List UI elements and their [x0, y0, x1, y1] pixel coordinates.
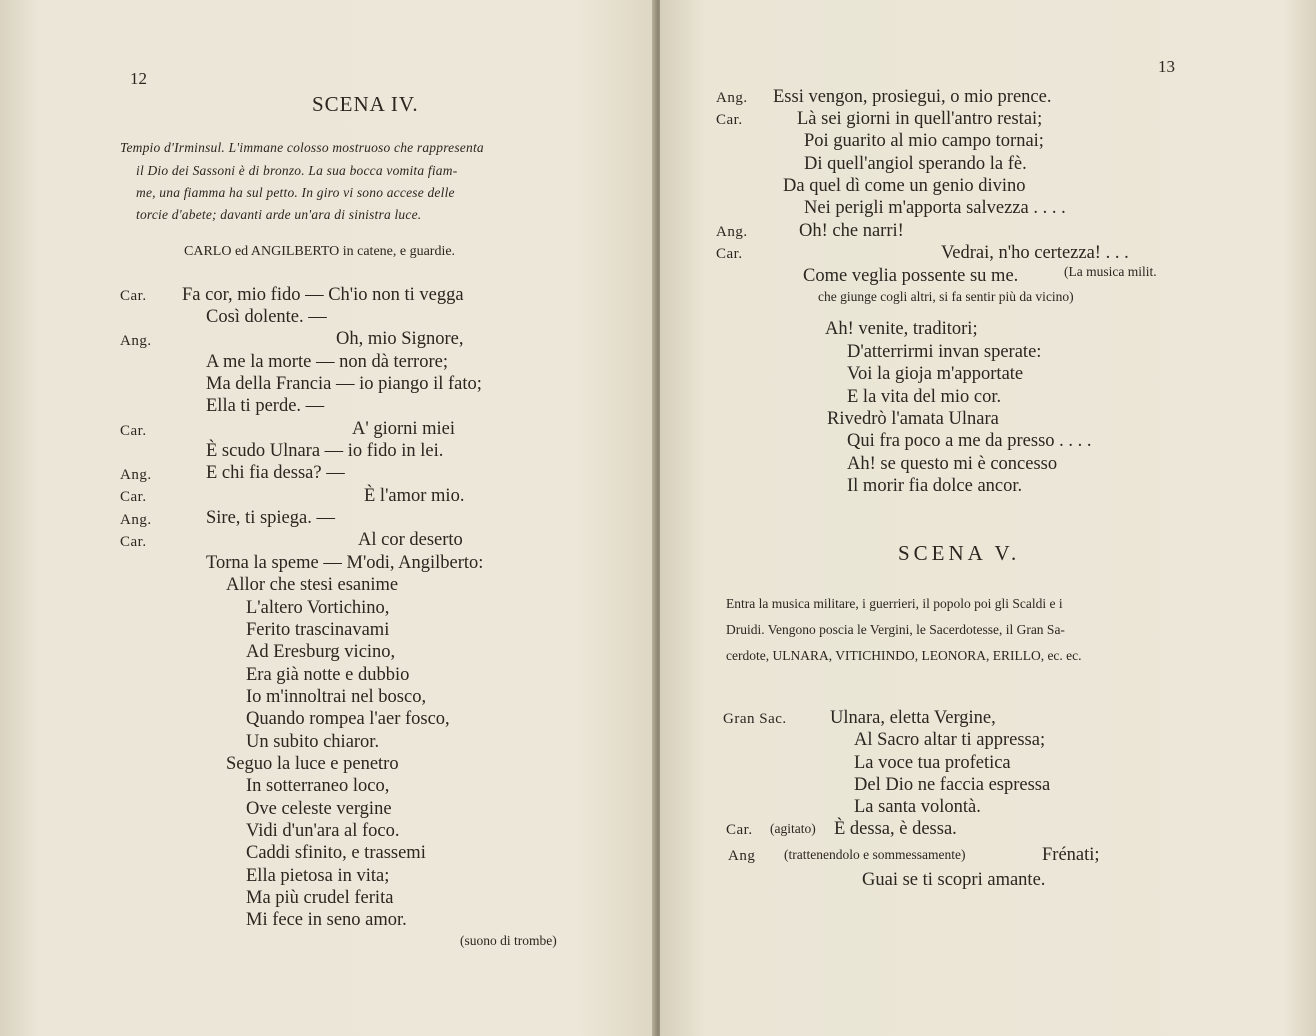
- verse-line: Ah! se questo mi è concesso: [847, 454, 1058, 474]
- verse-line: La voce tua profetica: [854, 753, 1011, 773]
- verse-line: Guai se ti scopri amante.: [862, 870, 1046, 890]
- verse-line: Era già notte e dubbio: [246, 665, 410, 685]
- verse-line: Frénati;: [1042, 845, 1100, 865]
- verse-line: Del Dio ne faccia espressa: [854, 775, 1051, 795]
- verse-line: La santa volontà.: [854, 797, 981, 817]
- verse-line: Ella pietosa in vita;: [246, 866, 390, 886]
- verse-line: Mi fece in seno amor.: [246, 910, 407, 930]
- verse-line: D'atterrirmi invan sperate:: [847, 342, 1042, 362]
- scene-description-line: cerdote, ULNARA, VITICHINDO, LEONORA, ERILLO, ec. ec.: [726, 648, 1082, 663]
- scene-description-line: me, una fiamma ha sul petto. In giro vi sono accese delle: [136, 185, 455, 200]
- verse-line: In sotterraneo loco,: [246, 776, 390, 796]
- verse-line: Essi vengon, prosiegui, o mio prence.: [773, 87, 1052, 107]
- scene-description-line: torcie d'abete; davanti arde un'ara di sinistra luce.: [136, 207, 422, 222]
- verse-line: È scudo Ulnara — io fido in lei.: [206, 441, 444, 461]
- verse-line: Al Sacro altar ti appressa;: [854, 730, 1046, 750]
- verse-line: Vedrai, n'ho certezza! . . .: [941, 243, 1129, 263]
- verse-line: Là sei giorni in quell'antro restai;: [797, 109, 1043, 129]
- verse-line: Da quel dì come un genio divino: [783, 176, 1026, 196]
- verse-line: Ove celeste vergine: [246, 799, 392, 819]
- stage-direction: (trattenendolo e sommessamente): [784, 847, 966, 862]
- speaker-label: Ang.: [120, 467, 152, 483]
- verse-line: Torna la speme — M'odi, Angilberto:: [206, 553, 484, 573]
- verse-line: Seguo la luce e penetro: [226, 754, 399, 774]
- right-page: [660, 0, 1316, 1036]
- verse-line: Al cor deserto: [358, 530, 463, 550]
- speaker-label: Ang: [728, 848, 756, 864]
- verse-line: Un subito chiaror.: [246, 732, 380, 752]
- verse-line: Poi guarito al mio campo tornai;: [804, 131, 1044, 151]
- scene-description-line: il Dio dei Sassoni è di bronzo. La sua bocca vomita fiam-: [136, 163, 458, 178]
- speaker-label: Car.: [120, 534, 147, 550]
- verse-line: Caddi sfinito, e trassemi: [246, 843, 426, 863]
- verse-line: Allor che stesi esanime: [226, 575, 399, 595]
- stage-direction: (suono di trombe): [460, 933, 557, 948]
- scene-description-line: Druidi. Vengono poscia le Vergini, le Sacerdotesse, il Gran Sa-: [726, 622, 1065, 637]
- speaker-label: Ang.: [716, 90, 748, 106]
- verse-line: Di quell'angiol sperando la fè.: [804, 154, 1027, 174]
- verse-line: È dessa, è dessa.: [834, 819, 957, 839]
- verse-line: Ulnara, eletta Vergine,: [830, 708, 996, 728]
- page-number: 12: [130, 69, 147, 88]
- verse-line: Oh! che narri!: [799, 221, 904, 241]
- verse-line: Qui fra poco a me da presso . . . .: [847, 431, 1092, 451]
- verse-line: Oh, mio Signore,: [336, 329, 464, 349]
- speaker-label: Ang.: [716, 224, 748, 240]
- page-number: 13: [1158, 57, 1175, 76]
- verse-line: Così dolente. —: [206, 307, 327, 327]
- verse-line: L'altero Vortichino,: [246, 598, 390, 618]
- verse-line: Vidi d'un'ara al foco.: [246, 821, 400, 841]
- speaker-label: Car.: [716, 246, 743, 262]
- verse-line: Come veglia possente su me.: [803, 266, 1019, 286]
- speaker-label: Car.: [726, 822, 753, 838]
- speaker-label: Car.: [716, 112, 743, 128]
- speaker-label: Car.: [120, 288, 147, 304]
- verse-line: Ma della Francia — io piango il fato;: [206, 374, 482, 394]
- verse-line: E chi fia dessa? —: [206, 463, 345, 483]
- verse-line: Ferito trascinavami: [246, 620, 390, 640]
- verse-line: Rivedrò l'amata Ulnara: [827, 409, 999, 429]
- verse-line: Quando rompea l'aer fosco,: [246, 709, 450, 729]
- verse-line: È l'amor mio.: [364, 486, 465, 506]
- stage-direction: (agitato): [770, 821, 816, 836]
- verse-line: Il morir fia dolce ancor.: [847, 476, 1023, 496]
- scene-heading: SCENA V.: [898, 541, 1021, 565]
- verse-line: Nei perigli m'apporta salvezza . . . .: [804, 198, 1066, 218]
- speaker-label: Ang.: [120, 333, 152, 349]
- verse-line: Ella ti perde. —: [206, 396, 325, 416]
- speaker-label: Car.: [120, 423, 147, 439]
- characters-line: CARLO ed ANGILBERTO in catene, e guardie.: [184, 244, 456, 259]
- verse-line: Ah! venite, traditori;: [825, 319, 978, 339]
- left-page: [0, 0, 656, 1036]
- verse-line: A me la morte — non dà terrore;: [206, 352, 448, 372]
- speaker-label: Car.: [120, 489, 147, 505]
- verse-line: Sire, ti spiega. —: [206, 508, 335, 528]
- speaker-label: Gran Sac.: [723, 711, 787, 727]
- scene-description-line: Entra la musica militare, i guerrieri, il popolo poi gli Scaldi e i: [726, 596, 1063, 611]
- verse-line: Voi la gioja m'apportate: [847, 364, 1024, 384]
- speaker-label: Ang.: [120, 512, 152, 528]
- verse-line: E la vita del mio cor.: [847, 387, 1002, 407]
- verse-line: Ma più crudel ferita: [246, 888, 394, 908]
- stage-direction: che giunge cogli altri, si fa sentir più da vicino): [818, 289, 1074, 304]
- verse-line: Fa cor, mio fido — Ch'io non ti vegga: [182, 285, 464, 305]
- verse-line: Ad Eresburg vicino,: [246, 642, 396, 662]
- stage-direction: (La musica milit.: [1064, 264, 1157, 279]
- verse-line: A' giorni miei: [352, 419, 456, 439]
- scene-heading: SCENA IV.: [312, 92, 419, 116]
- scene-description-line: Tempio d'Irminsul. L'immane colosso mostruoso che rappresenta: [120, 140, 484, 155]
- verse-line: Io m'innoltrai nel bosco,: [246, 687, 427, 707]
